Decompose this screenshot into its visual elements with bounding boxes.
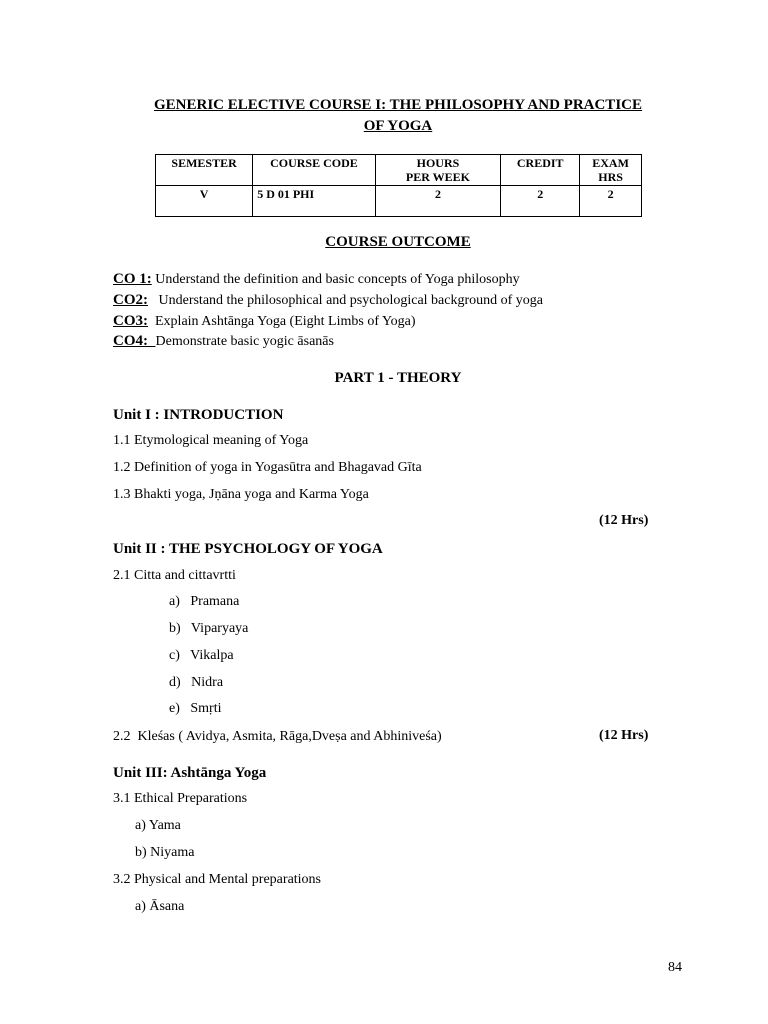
part-1-heading: PART 1 - THEORY [334, 370, 462, 386]
list-item: 1.3 Bhakti yoga, Jṇāna yoga and Karma Yoga [113, 487, 369, 502]
course-outcome-1 [113, 270, 520, 289]
course-outcome-3 [113, 312, 416, 331]
list-item: 3.1 Ethical Preparations [113, 791, 248, 806]
co-tag: CO2: [113, 292, 148, 308]
list-item: a) Pramana [169, 594, 240, 609]
unit-3-heading: Unit III: Ashtānga Yoga [113, 765, 267, 781]
header-exam-line-1: EXAM [592, 156, 629, 170]
unit-1-heading: Unit I : INTRODUCTION [113, 407, 284, 423]
cell-exam: 2 [580, 186, 642, 217]
course-title-line-1: GENERIC ELECTIVE COURSE I: THE PHILOSOPHY AND PRACTICE [153, 97, 642, 113]
header-course-code: COURSE CODE [253, 155, 376, 186]
list-item: d) Nidra [169, 675, 224, 690]
list-item: c) Vikalpa [169, 648, 234, 663]
list-item: 3.2 Physical and Mental preparations [113, 872, 322, 887]
table-header-row [156, 155, 642, 186]
header-hours-line-1: HOURS [416, 156, 460, 170]
co-text: Understand the philosophical and psychological background of yoga [148, 293, 544, 308]
cell-semester: V [156, 186, 253, 217]
list-item: b) Viparyaya [169, 621, 249, 636]
table-row [156, 186, 642, 217]
course-info-table [155, 154, 642, 217]
header-exam-hrs [580, 155, 642, 186]
co-tag: CO 1: [113, 271, 152, 287]
header-hours-per-week [375, 155, 501, 186]
cell-course-code: 5 D 01 PHI [253, 186, 376, 217]
header-exam-line-2: HRS [598, 170, 623, 184]
list-item: 1.2 Definition of yoga in Yogasūtra and Bhagavad Gīta [113, 460, 422, 475]
list-item: 2.1 Citta and cittavrtti [113, 568, 236, 583]
unit-2-hours: (12 Hrs) [599, 728, 649, 743]
header-semester: SEMESTER [156, 155, 253, 186]
list-item: 2.2 Kleśas ( Avidya, Asmita, Rāga,Dveṣa and Abhiniveśa) [113, 729, 442, 744]
course-outcome-heading: COURSE OUTCOME [325, 234, 471, 250]
list-item: 1.1 Etymological meaning of Yoga [113, 433, 309, 448]
co-tag: CO4: [113, 333, 156, 349]
list-item: a) Yama [135, 818, 181, 833]
header-credit: CREDIT [501, 155, 580, 186]
list-item: a) Āsana [135, 899, 185, 914]
co-text: Explain Ashtānga Yoga (Eight Limbs of Yoga) [148, 314, 416, 329]
unit-1-hours: (12 Hrs) [599, 513, 649, 528]
cell-hours: 2 [375, 186, 501, 217]
co-text: Understand the definition and basic concepts of Yoga philosophy [151, 272, 520, 287]
header-hours-line-2: PER WEEK [405, 170, 471, 184]
co-tag: CO3: [113, 313, 148, 329]
list-item: b) Niyama [135, 845, 195, 860]
page-number: 84 [668, 960, 682, 975]
list-item: e) Smṛti [169, 701, 222, 716]
course-outcome-4 [113, 332, 334, 351]
unit-2-heading: Unit II : THE PSYCHOLOGY OF YOGA [113, 541, 383, 557]
course-outcome-2 [113, 291, 543, 310]
co-text: Demonstrate basic yogic āsanās [155, 334, 334, 349]
cell-credit: 2 [501, 186, 580, 217]
course-title-line-2: OF YOGA [363, 118, 433, 134]
